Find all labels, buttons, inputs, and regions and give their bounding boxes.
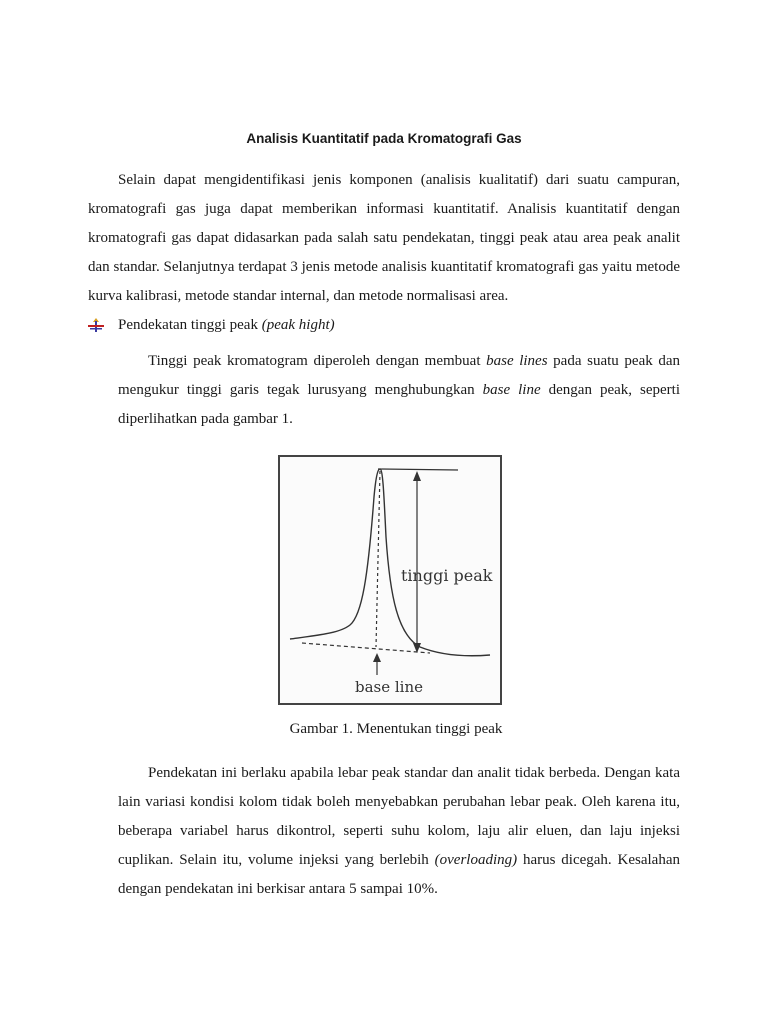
p3-part2: harus dicegah. Kesalahan dengan pendekatan ini berkisar antara 5 sampai 10%. — [118, 852, 680, 897]
p3-italic: (overloading) — [434, 852, 518, 868]
paragraph-peak-height — [118, 347, 680, 434]
p2-part3: dengan peak, seperti diperlihatkan pada gambar 1. — [118, 382, 680, 427]
chromatogram-curve — [290, 469, 490, 656]
label-base-line: base line — [355, 678, 424, 696]
chromatogram-diagram — [280, 457, 500, 703]
bullet-label — [118, 312, 335, 338]
bullet-italic: (peak hight) — [261, 317, 335, 333]
p2-part1: Tinggi peak kromatogram diperoleh dengan membuat — [148, 353, 487, 369]
paragraph-conditions — [118, 759, 680, 904]
p3-part1: Pendekatan ini berlaku apabila lebar peak standar dan analit tidak berbeda. Dengan kata lain variasi kondisi kolom tidak boleh menyebabkan perubahan lebar peak. Oleh karena itu, beberapa variabel harus dikontrol, seperti suhu kolom, laju alir eluen, dan laju injeksi cuplikan. Selain itu, volume injeksi yang berlebih — [118, 765, 680, 868]
base-line-dashed — [302, 643, 430, 653]
figure-caption: Gambar 1. Menentukan tinggi peak — [289, 721, 503, 737]
paragraph-intro: Selain dapat mengidentifikasi jenis komponen (analisis kualitatif) dari suatu campuran, kromatografi gas juga dapat memberikan informasi kuantitatif. Analisis kuantitatif dengan kromatografi gas dapat didasarkan pada salah satu pendekatan, tinggi peak atau area peak analit dan standar. Selanjutnya terdapat 3 jenis metode analisis kuantitatif kromatografi gas yaitu metode kurva kalibrasi, metode standar internal, dan metode normalisasi area. — [88, 172, 680, 304]
bullet-marker-icon — [88, 318, 104, 332]
peak-top-line — [378, 469, 458, 470]
p2-italic1: base lines — [486, 353, 548, 369]
p2-part2: pada suatu peak dan mengukur tinggi garis tegak lurusyang menghubungkan — [118, 353, 681, 398]
document-title: Analisis Kuantitatif pada Kromatografi Gas — [246, 131, 522, 146]
bullet-text: Pendekatan tinggi peak — [118, 317, 262, 333]
baseline-arrow-head — [373, 653, 381, 662]
bullet-item-peak-height — [88, 312, 688, 338]
p2-italic2: base line — [482, 382, 541, 398]
figure-peak-height — [278, 455, 502, 705]
label-tinggi-peak: tinggi peak — [401, 566, 493, 585]
height-arrow-top — [413, 471, 421, 481]
peak-vertical-dashed — [376, 471, 380, 647]
